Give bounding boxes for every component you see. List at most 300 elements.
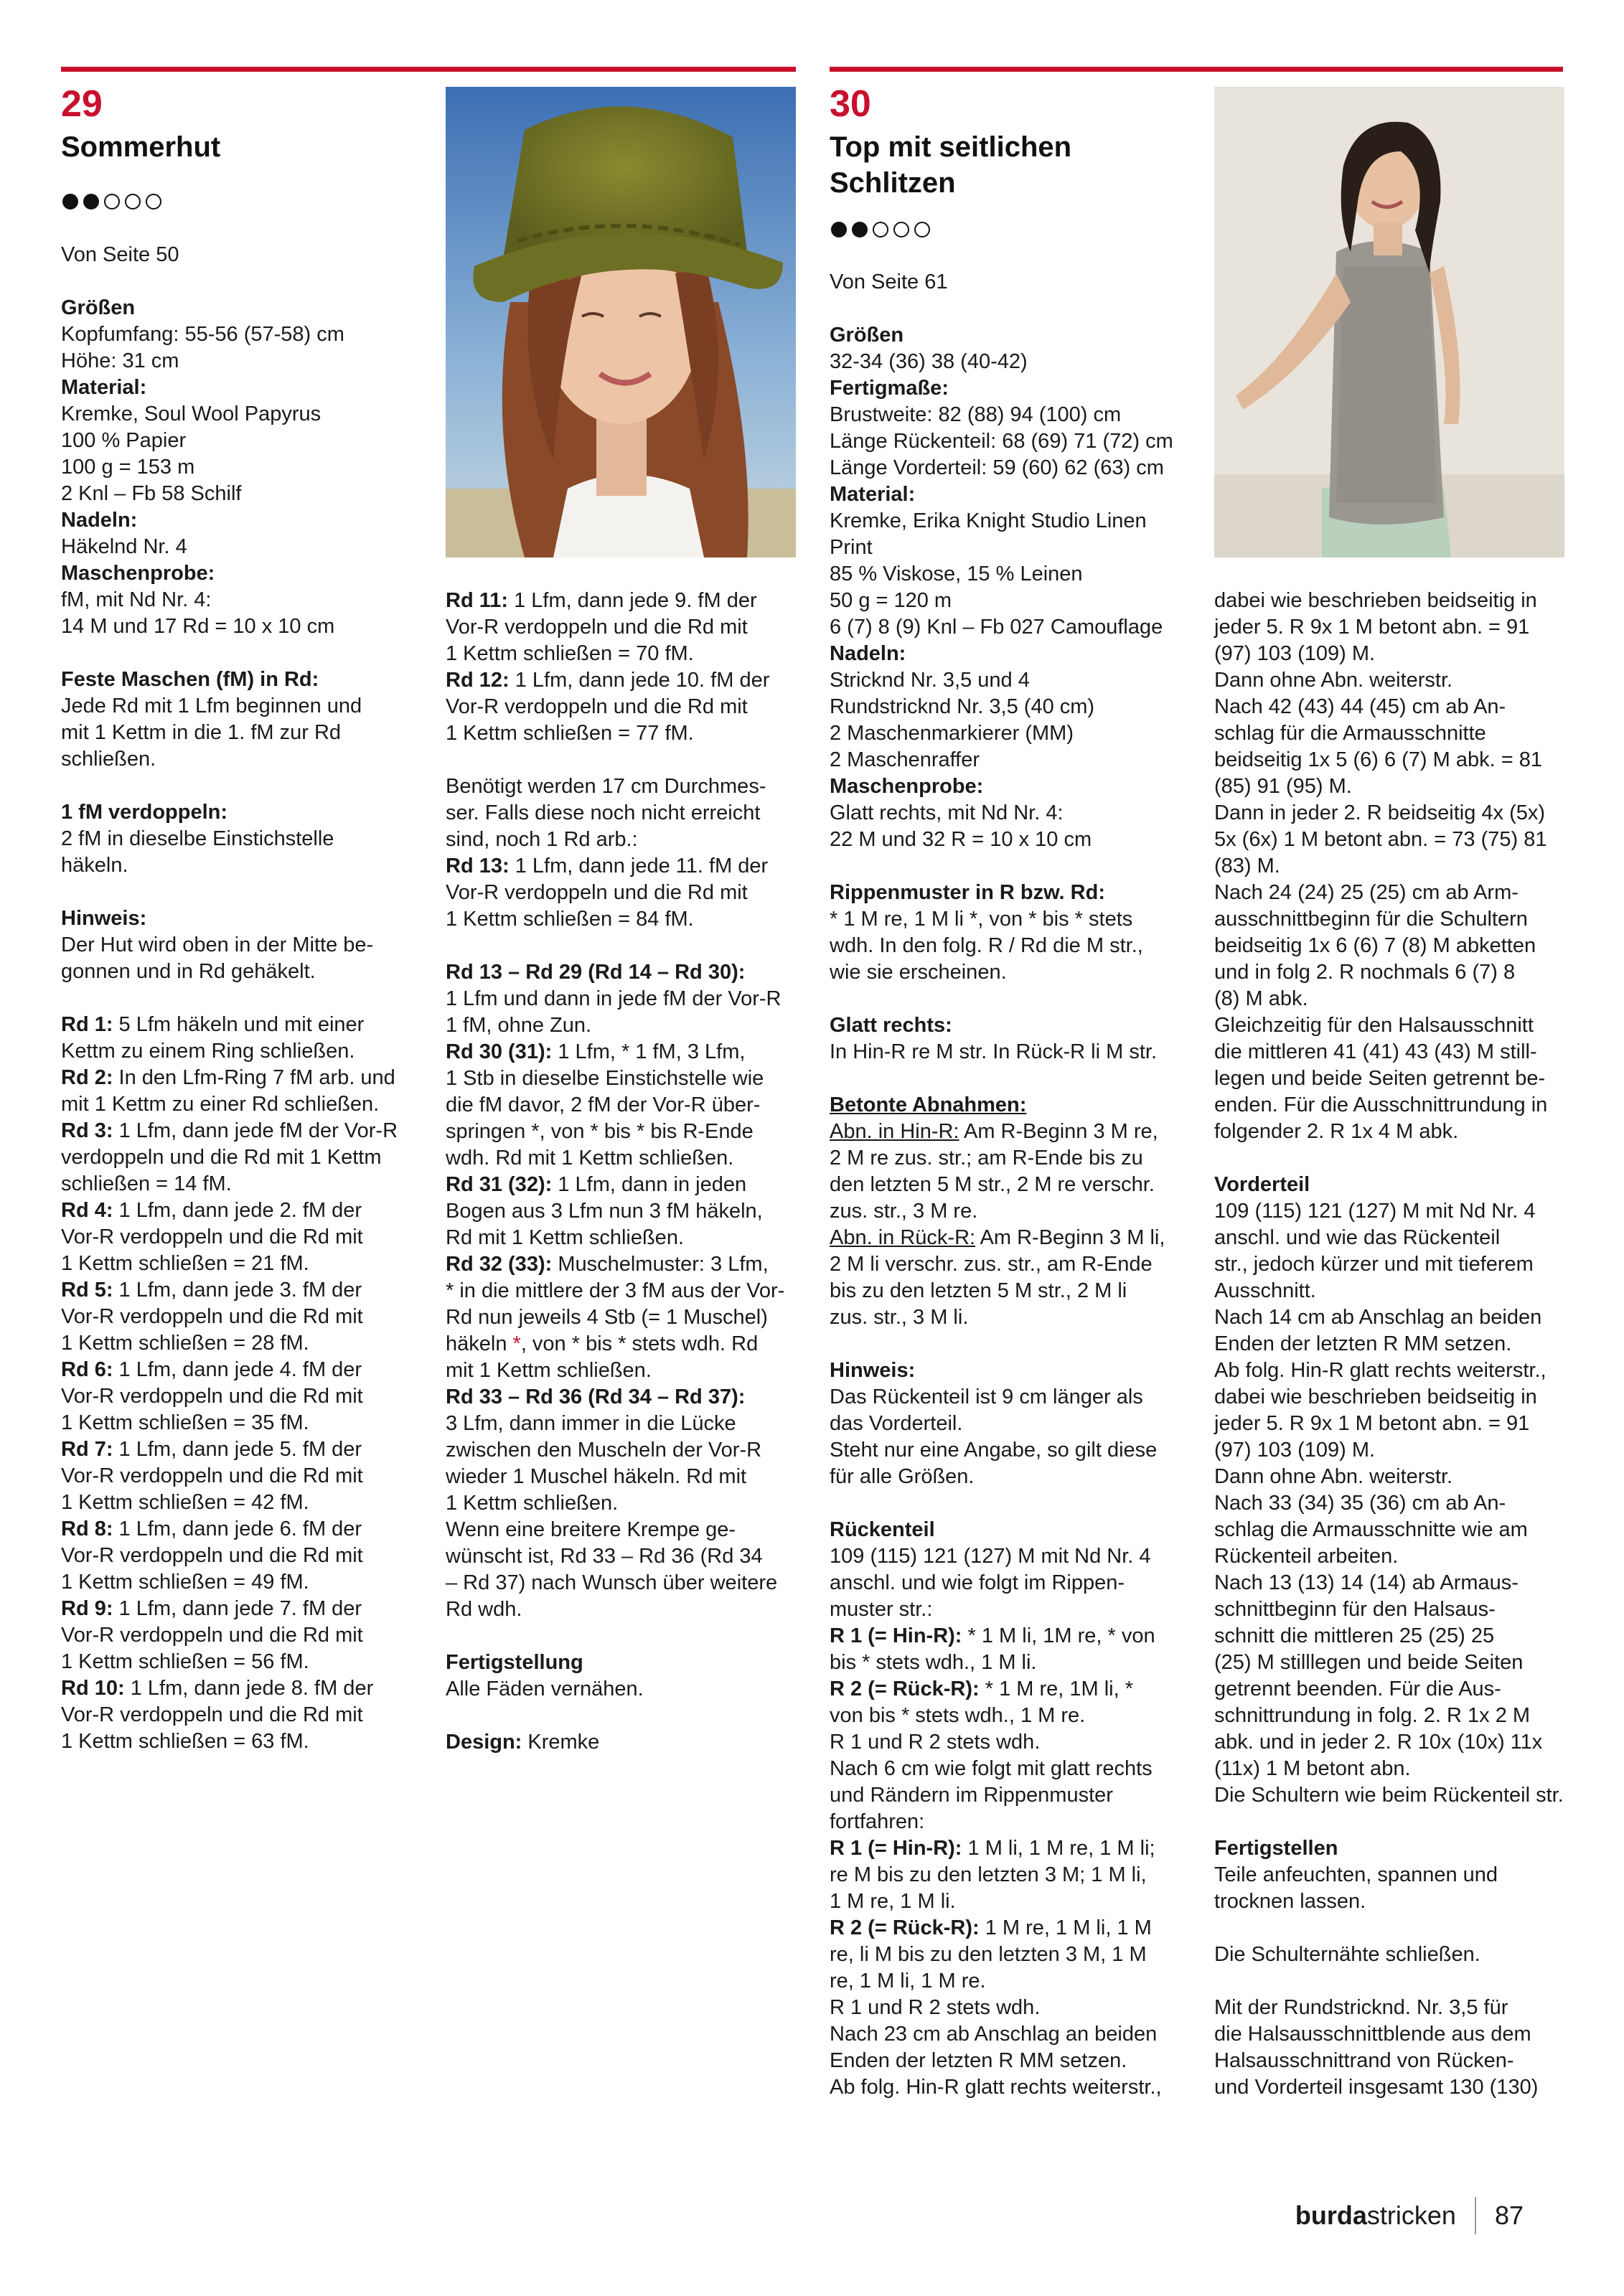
text-segment: (97) 103 (109) M. [1214,1439,1376,1462]
text-segment: Rd nun jeweils 4 Stb (= 1 Muschel) [446,1306,768,1329]
paragraph-gap [61,773,427,799]
text-line [830,428,1203,455]
bold-label: 1 fM verdoppeln: [61,801,228,824]
text-segment: 1 Lfm, dann jede 5. fM der [113,1438,362,1461]
text-segment: 1 Kettm schließen = 70 fM. [446,642,694,665]
text-segment: 100 % Papier [61,429,187,452]
text-segment: zus. str., 3 M re. [830,1200,978,1223]
text-segment: 1 Lfm, dann jede 7. fM der [113,1597,362,1620]
text-segment: 1 Kettm schließen = 35 fM. [61,1411,309,1434]
text-segment: und in folg 2. R nochmals 6 (7) 8 [1214,961,1516,984]
instructions-column-4 [1214,588,1587,2101]
text-segment: Nach 14 cm ab Anschlag an beiden [1214,1306,1542,1329]
paragraph-gap [830,1065,1203,1092]
text-line [1214,986,1587,1012]
bold-label: Rd 5: [61,1279,113,1302]
text-line [446,1517,812,1543]
text-segment: 1 Kettm schließen = 77 fM. [446,722,694,745]
text-segment: * 1 M li, 1M re, * von [962,1624,1155,1647]
text-line [446,1570,812,1596]
text-line [1214,800,1587,827]
text-segment: legen und beide Seiten getrennt be- [1214,1067,1546,1090]
text-line [61,1543,427,1569]
difficulty-dot-empty [893,222,909,237]
footer-divider [1475,2197,1476,2234]
text-line [1214,1278,1587,1304]
text-segment: und Rändern im Rippenmuster [830,1784,1113,1807]
text-segment: (83) M. [1214,855,1280,878]
text-line [61,1622,427,1649]
bold-label: Rippenmuster in R bzw. Rd: [830,881,1105,904]
text-segment: Kremke, Soul Wool Papyrus [61,403,321,425]
bold-label: Rd 11: [446,589,509,612]
text-line [1214,641,1587,667]
text-line [1214,880,1587,906]
text-line [61,1065,427,1091]
text-line [830,1464,1203,1490]
bold-label: Material: [61,376,147,399]
text-segment: 1 Lfm, dann jede fM der Vor-R [113,1119,398,1142]
text-line [1214,1596,1587,1623]
text-line [446,1384,812,1411]
text-line [61,1171,427,1198]
text-segment: (25) M stilllegen und beide Seiten [1214,1651,1524,1674]
text-segment: Ab folg. Hin-R glatt rechts weiterstr., [830,2076,1162,2099]
text-segment: Dann ohne Abn. weiterstr. [1214,669,1453,692]
text-line [446,641,812,667]
text-segment: Print [830,536,873,559]
text-segment: 1 Lfm, dann jede 2. fM der [113,1199,362,1222]
text-line [1214,1995,1587,2021]
text-line [61,534,427,560]
text-line [830,1942,1203,1968]
text-line [830,1782,1203,1809]
paragraph-gap [446,933,812,959]
difficulty-dot-filled [62,194,78,210]
text-line [61,1410,427,1436]
difficulty-rating-29 [62,194,161,210]
text-line [830,561,1203,588]
text-segment: 100 g = 153 m [61,456,195,479]
text-line [61,587,427,613]
difficulty-rating-30 [831,222,930,237]
text-segment: ausschnittbeginn für die Schultern [1214,908,1528,931]
text-line [61,1675,427,1702]
text-line [446,1198,812,1225]
text-line [830,322,1203,349]
paragraph-gap [1214,1145,1587,1172]
text-segment: 2 fM in dieselbe Einstichstelle [61,827,334,850]
bold-label: Rd 3: [61,1119,113,1142]
text-segment: das Vorderteil. [830,1412,963,1435]
text-segment: Am R-Beginn 3 M li, [975,1226,1165,1249]
text-line [830,455,1203,481]
text-segment: die Halsausschnittblende aus dem [1214,2023,1531,2046]
text-segment: den letzten 5 M str., 2 M re verschr. [830,1173,1155,1196]
bold-label: Material: [830,483,916,506]
text-line [61,1516,427,1543]
text-segment: , von * bis * stets wdh. Rd [520,1332,759,1355]
from-page-30: Von Seite 61 [830,270,948,293]
text-line [61,746,427,773]
text-line [1214,1331,1587,1358]
text-segment: Vor-R verdoppeln und die Rd mit [61,1385,363,1408]
bold-label: R 2 (= Rück-R): [830,1678,980,1700]
text-line [1214,1676,1587,1703]
text-line [830,2021,1203,2048]
text-segment: re, li M bis zu den letzten 3 M, 1 M [830,1943,1147,1966]
text-line [61,1012,427,1038]
text-line [830,1225,1203,1251]
text-segment: Vor-R verdoppeln und die Rd mit [61,1624,363,1647]
text-line [830,1278,1203,1304]
text-line [830,641,1203,667]
text-line [830,694,1203,720]
pattern-title-30: Top mit seitlichen Schlitzen [830,131,1072,199]
text-segment: 2 Maschenraffer [830,748,980,771]
text-line [61,1728,427,1755]
paragraph-gap [830,853,1203,880]
text-segment: Nach 6 cm wie folgt mit glatt rechts [830,1757,1153,1780]
text-segment: re M bis zu den letzten 3 M; 1 M li, [830,1863,1147,1886]
text-line [446,986,812,1012]
text-line [830,375,1203,402]
bold-label: Rd 13 – Rd 29 (Rd 14 – Rd 30): [446,961,746,984]
text-line [446,959,812,986]
text-segment: 1 Lfm und dann in jede fM der Vor-R [446,987,782,1010]
text-line [446,667,812,694]
difficulty-dot-filled [852,222,868,237]
text-segment: 1 Lfm, dann jede 3. fM der [113,1279,362,1302]
text-segment: häkeln. [61,854,128,877]
bold-label: Rd 31 (32): [446,1173,553,1196]
text-line [1214,1490,1587,1517]
text-line [830,1039,1203,1065]
text-segment: Rd wdh. [446,1598,522,1621]
text-segment: folgender 2. R 1x 4 M abk. [1214,1120,1459,1143]
text-line [830,1862,1203,1888]
text-line [1214,1358,1587,1384]
text-line [61,1118,427,1144]
text-line [830,880,1203,906]
text-segment: R 1 und R 2 stets wdh. [830,1731,1041,1754]
bold-label: Nadeln: [830,642,906,665]
text-line [61,826,427,852]
bold-label: Glatt rechts: [830,1014,952,1037]
text-line [446,1676,812,1703]
bold-label: Größen [61,296,136,319]
text-line [446,880,812,906]
page-footer [1295,2197,1524,2234]
bold-label: Feste Maschen (fM) in Rd: [61,668,319,691]
text-line [446,1543,812,1570]
text-line [830,1995,1203,2021]
paragraph-gap [446,747,812,773]
section-rule-29 [61,67,796,72]
page-number: 87 [1494,2201,1524,2230]
text-segment: Nach 42 (43) 44 (45) cm ab An- [1214,695,1506,718]
paragraph-gap [1214,1809,1587,1835]
bold-label: Fertigstellung [446,1651,583,1674]
paragraph-gap [830,1490,1203,1517]
text-segment: – Rd 37) nach Wunsch über weitere [446,1571,778,1594]
text-segment: (11x) 1 M betont abn. [1214,1757,1411,1780]
text-line [830,402,1203,428]
text-segment: Das Rückenteil ist 9 cm länger als [830,1385,1143,1408]
text-segment: die fM davor, 2 fM der Vor-R über- [446,1093,761,1116]
text-segment: re, 1 M li, 1 M re. [830,1970,986,1992]
text-segment: str., jedoch kürzer und mit tieferem [1214,1253,1534,1276]
bold-label: R 2 (= Rück-R): [830,1916,980,1939]
text-line [61,959,427,985]
text-line [1214,1464,1587,1490]
text-line [830,588,1203,614]
text-line [830,1703,1203,1729]
bold-label: Rd 4: [61,1199,113,1222]
text-segment: häkeln [446,1332,513,1355]
bold-label: Vorderteil [1214,1173,1310,1196]
text-segment: Teile anfeuchten, spannen und [1214,1863,1498,1886]
text-segment: fortfahren: [830,1810,925,1833]
text-segment: * 1 M re, 1M li, * [979,1678,1133,1700]
text-line [1214,1012,1587,1039]
text-segment: schlag für die Armausschnitte [1214,722,1486,745]
text-segment: wdh. In den folg. R / Rd die M str., [830,934,1143,957]
text-line [830,1411,1203,1437]
difficulty-dot-empty [146,194,161,210]
text-segment: Nach 24 (24) 25 (25) cm ab Arm- [1214,881,1519,904]
text-line [830,933,1203,959]
text-segment: wünscht ist, Rd 33 – Rd 36 (Rd 34 [446,1545,763,1568]
text-segment: Muschelmuster: 3 Lfm, [552,1253,769,1276]
text-segment: In Hin-R re M str. In Rück-R li M str. [830,1040,1157,1063]
pattern-title-29: Sommerhut [61,131,221,163]
text-segment: Halsausschnittrand von Rücken- [1214,2049,1514,2072]
difficulty-dot-filled [831,222,847,237]
text-segment: anschl. und wie das Rückenteil [1214,1226,1501,1249]
magazine-brand: burdastricken [1295,2201,1456,2230]
text-segment: die mittleren 41 (41) 43 (43) M still- [1214,1040,1537,1063]
text-segment: sind, noch 1 Rd arb.: [446,828,638,851]
text-segment: Gleichzeitig für den Halsausschnitt [1214,1014,1534,1037]
text-line [830,773,1203,800]
paragraph-gap [1214,1968,1587,1995]
text-line [830,1650,1203,1676]
text-segment: und Vorderteil insgesamt 130 (130) [1214,2076,1539,2099]
text-line [1214,1650,1587,1676]
text-segment: Rundstricknd Nr. 3,5 (40 cm) [830,695,1095,718]
text-line [1214,1570,1587,1596]
text-line [1214,1437,1587,1464]
text-segment: 1 Kettm schließen = 21 fM. [61,1252,309,1275]
text-segment: mit 1 Kettm schließen. [446,1359,652,1382]
text-segment: 1 Lfm, dann jede 4. fM der [113,1358,362,1381]
text-segment: Der Hut wird oben in der Mitte be- [61,933,374,956]
text-line [61,932,427,959]
bold-label: Rd 1: [61,1013,113,1036]
text-segment: Dann ohne Abn. weiterstr. [1214,1465,1453,1488]
text-line [446,1039,812,1065]
bold-label: Rd 12: [446,669,510,692]
text-segment: Kremke [522,1731,600,1754]
text-line [1214,1065,1587,1092]
text-line [1214,1888,1587,1915]
text-segment: dabei wie beschrieben beidseitig in [1214,1385,1537,1408]
text-line [1214,1942,1587,1968]
text-segment: (85) 91 (95) M. [1214,775,1352,798]
text-line [1214,1039,1587,1065]
text-line [1214,720,1587,747]
text-line [446,1065,812,1092]
text-line [61,1383,427,1410]
text-segment: Enden der letzten R MM setzen. [1214,1332,1512,1355]
text-line [830,1384,1203,1411]
difficulty-dot-empty [873,222,888,237]
text-segment: Vor-R verdoppeln und die Rd mit [446,695,748,718]
text-segment: * [512,1332,521,1355]
text-line [61,1357,427,1383]
text-segment: verdoppeln und die Rd mit 1 Kettm [61,1146,382,1169]
text-segment: 1 Kettm schließen = 49 fM. [61,1571,309,1594]
text-segment: Alle Fäden vernähen. [446,1678,644,1700]
text-line [830,1596,1203,1623]
text-segment: Länge Vorderteil: 59 (60) 62 (63) cm [830,456,1164,479]
text-line [1214,1119,1587,1145]
text-segment: 1 Kettm schließen = 63 fM. [61,1730,309,1753]
bold-label: Rd 10: [61,1677,125,1700]
pattern-number-29: 29 [61,83,103,125]
bold-label: Nadeln: [61,509,138,532]
text-line [1214,1172,1587,1198]
text-segment: Ausschnitt. [1214,1279,1316,1302]
text-segment: 1 Kettm schließen = 84 fM. [446,908,694,931]
text-segment: Jede Rd mit 1 Lfm beginnen und [61,695,362,718]
text-line [1214,1543,1587,1570]
paragraph-gap [61,985,427,1012]
text-segment: 109 (115) 121 (127) M mit Nd Nr. 4 [1214,1200,1536,1223]
text-line [61,321,427,348]
text-segment: Die Schultern wie beim Rückenteil str. [1214,1784,1564,1807]
text-segment: beidseitig 1x 6 (6) 7 (8) M abketten [1214,934,1536,957]
text-line [830,1623,1203,1650]
text-segment: R 1 und R 2 stets wdh. [830,1996,1041,2019]
text-segment: 1 Lfm, dann jede 6. fM der [113,1518,362,1540]
text-segment: 5x (6x) 1 M betont abn. = 73 (75) 81 [1214,828,1547,851]
text-segment: 1 Lfm, dann in jeden [552,1173,747,1196]
text-line [1214,853,1587,880]
text-line [830,1172,1203,1198]
text-segment: 3 Lfm, dann immer in die Lücke [446,1412,736,1435]
text-line [446,1225,812,1251]
text-segment: Wenn eine breitere Krempe ge- [446,1518,736,1541]
bold-label: Größen [830,324,904,347]
text-line [61,454,427,481]
text-line [1214,1198,1587,1225]
text-segment: mit 1 Kettm in die 1. fM zur Rd [61,721,342,744]
text-line [830,349,1203,375]
text-line [61,667,427,693]
text-line [61,560,427,587]
text-segment: 1 Lfm, dann jede 11. fM der [509,855,769,878]
text-line [830,481,1203,508]
text-line [830,1915,1203,1942]
text-line [1214,1623,1587,1650]
text-segment: zus. str., 3 M li. [830,1306,969,1329]
photo-top-mit-schlitzen [1214,87,1564,557]
bold-label: Rd 33 – Rd 36 (Rd 34 – Rd 37): [446,1385,746,1408]
text-line [830,667,1203,694]
text-line [1214,1092,1587,1119]
text-segment: 1 M re, 1 M li, 1 M [979,1916,1152,1939]
text-line [830,747,1203,773]
text-segment: Vor-R verdoppeln und die Rd mit [61,1305,363,1328]
text-segment: Rd mit 1 Kettm schließen. [446,1226,684,1249]
paragraph-gap [446,1623,812,1650]
paragraph-gap [61,640,427,667]
text-line [61,1596,427,1622]
text-line [61,1091,427,1118]
text-line [61,481,427,507]
text-segment: abk. und in jeder 2. R 10x (10x) 11x [1214,1731,1543,1754]
pattern-number-30: 30 [830,83,871,125]
text-segment: 14 M und 17 Rd = 10 x 10 cm [61,615,335,638]
text-segment: schlag die Armausschnitte wie am [1214,1518,1528,1541]
bold-label: Rd 6: [61,1358,113,1381]
text-segment: schnitt die mittleren 25 (25) 25 [1214,1624,1495,1647]
text-line [61,1277,427,1304]
text-line [830,1251,1203,1278]
text-line [61,507,427,534]
text-segment: Vor-R verdoppeln und die Rd mit [61,1703,363,1726]
text-segment: wie sie erscheinen. [830,961,1007,984]
text-line [61,428,427,454]
text-line [61,1304,427,1330]
text-line [446,1012,812,1039]
text-segment: 2 M li verschr. zus. str., am R-Ende [830,1253,1153,1276]
text-line [446,1650,812,1676]
text-segment: muster str.: [830,1598,933,1621]
text-segment: Glatt rechts, mit Nd Nr. 4: [830,801,1064,824]
bold-label: Rückenteil [830,1518,935,1541]
text-segment: Enden der letzten R MM setzen. [830,2049,1127,2072]
text-line [446,1092,812,1119]
text-line [1214,959,1587,986]
text-line [446,1172,812,1198]
bold-label: Rd 8: [61,1518,113,1540]
text-line [446,800,812,827]
text-line [446,1251,812,1278]
text-segment: Brustweite: 82 (88) 94 (100) cm [830,403,1122,426]
text-line [61,720,427,746]
text-segment: 6 (7) 8 (9) Knl – Fb 027 Camouflage [830,616,1163,639]
text-line [446,694,812,720]
bold-label: Rd 2: [61,1066,113,1089]
bold-label: Fertigmaße: [830,377,949,400]
text-line [1214,2021,1587,2048]
text-segment: Ab folg. Hin-R glatt rechts weiterstr., [1214,1359,1546,1382]
text-line [1214,827,1587,853]
text-line [1214,1517,1587,1543]
text-line [446,1358,812,1384]
text-line [1214,933,1587,959]
text-line [446,906,812,933]
difficulty-dot-empty [104,194,120,210]
text-line [830,906,1203,933]
text-segment: jeder 5. R 9x 1 M betont abn. = 91 [1214,616,1530,639]
bold-label: Rd 9: [61,1597,113,1620]
paragraph-gap [830,986,1203,1012]
text-line [61,375,427,401]
